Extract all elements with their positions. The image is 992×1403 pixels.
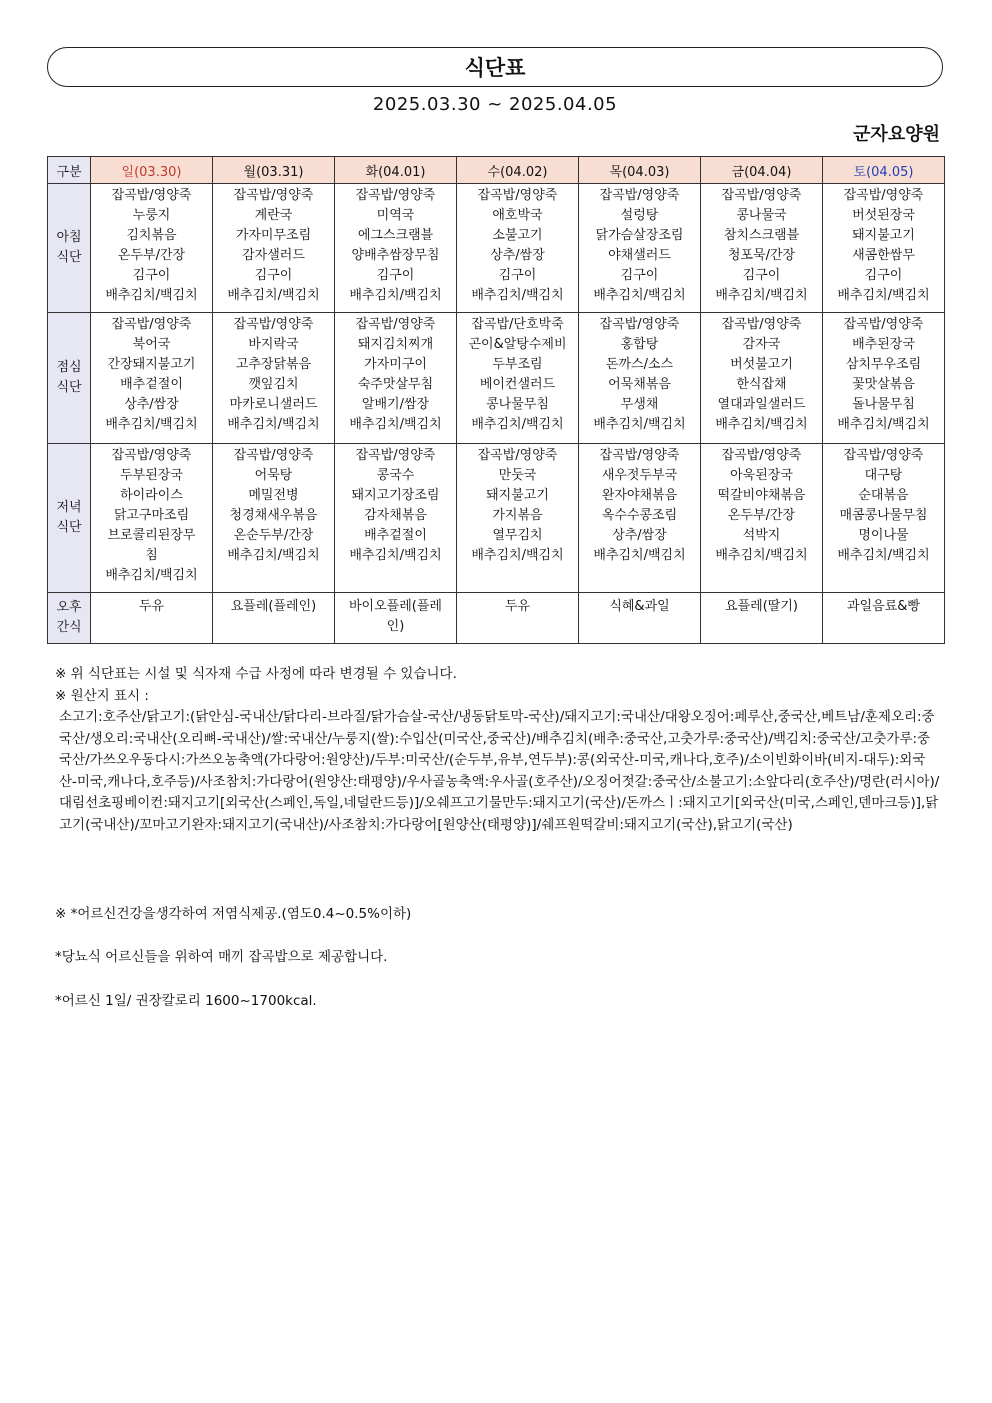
row-header-label: 오후 [56,600,82,615]
menu-item: 김구이 [132,268,171,283]
menu-cell [579,184,701,313]
menu-item: 배추김치/백김치 [349,288,442,303]
row-header-dinner [48,444,91,593]
menu-item: 배추김치/백김치 [715,548,808,563]
menu-item: 잡곡밥/영양죽 [233,188,314,203]
menu-item: 잡곡밥/영양죽 [355,317,436,332]
menu-item: 하이라이스 [120,488,183,503]
low-salt-note: ※ *어르신건강을생각하여 저염식제공.(염도0.4~0.5%이하) [55,906,412,922]
menu-cell [91,444,213,593]
menu-item: 홍합탕 [620,337,659,352]
menu-item: 감자샐러드 [242,248,305,263]
menu-cell [579,444,701,593]
calorie-note: *어르신 1일/ 권장칼로리 1600~1700kcal. [55,993,317,1009]
menu-item: 잡곡밥/영양죽 [843,448,924,463]
menu-cell [457,184,579,313]
menu-item: 옥수수콩조림 [601,508,678,523]
menu-item: 잡곡밥/영양죽 [599,317,680,332]
row-header-label: 점심 [56,360,82,375]
menu-item: 바이오플레(플레 [349,599,442,614]
menu-item: 배추김치/백김치 [837,548,930,563]
menu-cell [457,313,579,444]
menu-period: 2025.03.30 ~ 2025.04.05 [372,94,618,115]
menu-item: 요플레(딸기) [725,599,798,614]
menu-item: 배추김치/백김치 [593,417,686,432]
day-header: 금(04.04) [701,157,823,184]
menu-item: 배추김치/백김치 [227,288,320,303]
weekly-menu-table [47,156,945,644]
menu-row-breakfast [48,184,945,313]
menu-item: 배추김치/백김치 [105,568,198,583]
menu-item: 잡곡밥/영양죽 [721,317,802,332]
menu-cell [335,593,457,644]
menu-item: 새콤한쌈무 [852,248,915,263]
menu-cell [213,184,335,313]
menu-item: 콩나물국 [736,208,787,223]
menu-item: 상추/쌈장 [124,397,179,412]
menu-item: 온순두부/간장 [233,528,314,543]
menu-cell [701,313,823,444]
menu-cell [579,313,701,444]
menu-item: 온두부/간장 [727,508,796,523]
menu-item: 배추김치/백김치 [349,548,442,563]
menu-item: 어묵채볶음 [608,377,671,392]
menu-cell [213,313,335,444]
menu-item: 배추김치/백김치 [227,417,320,432]
menu-item: 배추겉절이 [364,528,427,543]
menu-item: 새우젓두부국 [601,468,678,483]
menu-item: 김구이 [864,268,903,283]
menu-item: 잡곡밥/영양죽 [355,188,436,203]
menu-item: 식혜&과일 [609,599,670,614]
menu-item: 배추김치/백김치 [715,288,808,303]
menu-item: 잡곡밥/영양죽 [111,317,192,332]
menu-item: 북어국 [132,337,171,352]
menu-cell [701,444,823,593]
menu-item: 잡곡밥/영양죽 [233,448,314,463]
title-box [47,47,943,87]
menu-item: 배추김치/백김치 [471,548,564,563]
day-header: 수(04.02) [457,157,579,184]
menu-item: 상추/쌈장 [490,248,545,263]
menu-cell [457,593,579,644]
menu-item: 깻잎김치 [248,377,299,392]
menu-item: 완자야채볶음 [601,488,678,503]
menu-item: 알배기/쌈장 [361,397,430,412]
menu-item: 버섯불고기 [730,357,793,372]
menu-item: 어묵탕 [254,468,293,483]
menu-item: 고추장닭볶음 [235,357,312,372]
menu-item: 가자미무조림 [235,228,312,243]
menu-item: 명이나물 [858,528,909,543]
menu-item: 배추김치/백김치 [471,417,564,432]
menu-item: 김치볶음 [126,228,177,243]
change-notice: ※ 위 식단표는 시설 및 식자재 수급 사정에 따라 변경될 수 있습니다. [55,666,457,682]
menu-item: 인) [386,619,405,634]
menu-item: 만둣국 [498,468,537,483]
row-header-label: 식단 [56,380,82,395]
menu-item: 두유 [138,599,165,614]
menu-item: 돼지김치찌개 [357,337,434,352]
menu-item: 과일음료&빵 [847,599,920,614]
menu-cell [823,184,945,313]
menu-row-lunch [48,313,945,444]
menu-item: 돼지불고기 [486,488,549,503]
diabetes-note: *당뇨식 어르신들을 위하여 매끼 잡곡밥으로 제공합니다. [55,949,388,965]
menu-item: 무생채 [620,397,659,412]
menu-item: 곤이&알탕수제비 [468,337,567,352]
day-header: 월(03.31) [213,157,335,184]
menu-item: 배추김치/백김치 [715,417,808,432]
row-header-label: 간식 [56,620,82,635]
menu-item: 배추김치/백김치 [471,288,564,303]
menu-item: 김구이 [376,268,415,283]
menu-item: 배추겉절이 [120,377,183,392]
menu-item: 버섯된장국 [852,208,915,223]
menu-item: 감자채볶음 [364,508,427,523]
menu-cell [213,593,335,644]
day-header: 토(04.05) [823,157,945,184]
menu-item: 잡곡밥/영양죽 [721,188,802,203]
menu-item: 숙주맛살무침 [357,377,434,392]
menu-item: 온두부/간장 [117,248,186,263]
menu-item: 돼지불고기 [852,228,915,243]
menu-item: 메밀전병 [248,488,299,503]
menu-cell [701,593,823,644]
menu-cell [335,444,457,593]
row-header-snack [48,593,91,644]
menu-cell [823,444,945,593]
menu-item: 청경채새우볶음 [229,508,318,523]
menu-item: 배추김치/백김치 [227,548,320,563]
day-header: 화(04.01) [335,157,457,184]
menu-item: 삼치무우조림 [845,357,922,372]
menu-cell [91,184,213,313]
menu-item: 잡곡밥/영양죽 [477,188,558,203]
menu-item: 감자국 [742,337,781,352]
organization-name: 군자요양원 [853,124,940,145]
menu-item: 에그스크램블 [357,228,434,243]
menu-cell [823,593,945,644]
menu-cell [335,313,457,444]
page-title: 식단표 [464,56,526,80]
menu-cell [457,444,579,593]
menu-item: 청포묵/간장 [727,248,796,263]
menu-item: 미역국 [376,208,415,223]
menu-item: 잡곡밥/영양죽 [233,317,314,332]
menu-item: 잡곡밥/영양죽 [843,317,924,332]
corner-header: 구분 [48,157,91,184]
menu-cell [213,444,335,593]
row-header-label: 아침 [56,230,82,245]
menu-item: 마카로니샐러드 [229,397,318,412]
day-header: 일(03.30) [91,157,213,184]
menu-item: 한식잡채 [736,377,787,392]
menu-item: 돌나물무침 [852,397,915,412]
menu-item: 배추된장국 [852,337,915,352]
menu-item: 대구탕 [864,468,903,483]
menu-item: 김구이 [742,268,781,283]
menu-item: 콩나물무침 [486,397,549,412]
menu-cell [91,593,213,644]
menu-item: 석박지 [742,528,781,543]
menu-item: 배추김치/백김치 [349,417,442,432]
menu-item: 배추김치/백김치 [105,288,198,303]
notes [55,664,940,836]
menu-item: 상추/쌈장 [612,528,667,543]
row-header-lunch [48,313,91,444]
origin-heading: ※ 원산지 표시 : [55,687,149,704]
menu-cell [91,313,213,444]
menu-row-dinner [48,444,945,593]
menu-item: 떡갈비야채볶음 [717,488,806,503]
menu-item: 콩국수 [376,468,415,483]
menu-item: 배추김치/백김치 [837,288,930,303]
menu-row-snack [48,593,945,644]
menu-item: 김구이 [620,268,659,283]
menu-item: 열대과일샐러드 [717,397,806,412]
menu-item: 잡곡밥/영양죽 [111,188,192,203]
menu-item: 두부조림 [492,357,543,372]
menu-cell [335,184,457,313]
row-header-label: 식단 [56,250,82,265]
menu-item: 닭고구마조림 [113,508,190,523]
menu-item: 잡곡밥/영양죽 [721,448,802,463]
menu-item: 바지락국 [248,337,299,352]
menu-item: 닭가슴살장조림 [595,228,684,243]
menu-item: 잡곡밥/영양죽 [599,188,680,203]
menu-item: 간장돼지불고기 [107,357,196,372]
menu-item: 배추김치/백김치 [593,288,686,303]
menu-item: 침 [145,548,158,563]
menu-item: 아욱된장국 [730,468,793,483]
menu-cell [579,593,701,644]
menu-item: 잡곡밥/영양죽 [599,448,680,463]
menu-item: 야채샐러드 [608,248,671,263]
menu-item: 잡곡밥/영양죽 [111,448,192,463]
menu-item: 애호박국 [492,208,543,223]
menu-item: 배추김치/백김치 [593,548,686,563]
menu-item: 김구이 [498,268,537,283]
menu-item: 열무김치 [492,528,543,543]
menu-item: 순대볶음 [858,488,909,503]
menu-item: 가자미구이 [364,357,427,372]
menu-item: 돈까스/소스 [605,357,674,372]
menu-item: 김구이 [254,268,293,283]
day-header: 목(04.03) [579,157,701,184]
table-header-row [48,157,945,184]
menu-item: 두유 [504,599,531,614]
menu-item: 두부된장국 [120,468,183,483]
menu-item: 설렁탕 [620,208,659,223]
menu-item: 잡곡밥/단호박죽 [471,317,564,332]
menu-item: 잡곡밥/영양죽 [355,448,436,463]
menu-item: 요플레(플레인) [230,599,317,614]
menu-item: 배추김치/백김치 [105,417,198,432]
menu-item: 참치스크램블 [723,228,800,243]
menu-item: 소불고기 [492,228,543,243]
menu-item: 배추김치/백김치 [837,417,930,432]
menu-item: 베이컨샐러드 [479,377,556,392]
row-header-label: 저녁 [56,500,82,515]
row-header-label: 식단 [56,520,82,535]
menu-cell [701,184,823,313]
menu-item: 돼지고기장조림 [351,488,440,503]
menu-item: 가지볶음 [492,508,543,523]
origin-details: 소고기:호주산/닭고기:(닭안심-국내산/닭다리-브라질/닭가슴살-국산/냉동닭토막-국산)/돼지고기:국내산/대왕오징어:페루산,중국산,베트남/훈제오리:중국산/생오리:국내산(오리뼈-국내산)/쌀:국내산/누룽지(쌀):수입산(미국산,중국산)/배추김치(배추:중국산,고춧가루:중국산)/백김치:중국산/고춧가루:중국산/가쓰오우동다시:가쓰오농축액(가다랑어:원양산)/두부:미국산/(순두부,유부,연두부):콩(외국산-미국,캐나다,호주)/소이빈화이바(비지-대두):외국산-미국,캐나다,호주등)/사조참치:가다랑어(원양산:태평양)/우사골농축액:우사골(호주산)/오징어젓갈:중국산/소불고기:소앞다리(호주산)/명란(러시아)/대림선초핑베이컨:돼지고기[외국산(스페인,독일,네덜란드등)]/오쉐프고기물만두:돼지고기(국산)/돈까스ㅣ:돼지고기[외국산(미국,스페인,덴마크등)],닭고기(국내산)/꼬마고기완자:돼지고기(국내산)/사조참치:가다랑어[원양산(태평양)]/쉐프원떡갈비:돼지고기(국산),닭고기(국산) [59,709,940,833]
row-header-breakfast [48,184,91,313]
menu-item: 브로콜리된장무 [107,528,196,543]
menu-cell [823,313,945,444]
menu-item: 꽃맛살볶음 [852,377,915,392]
menu-item: 잡곡밥/영양죽 [477,448,558,463]
menu-item: 양배추쌈장무침 [351,248,440,263]
menu-item: 잡곡밥/영양죽 [843,188,924,203]
menu-item: 계란국 [254,208,293,223]
menu-item: 매콤콩나물무침 [839,508,928,523]
menu-item: 누룽지 [132,208,171,223]
